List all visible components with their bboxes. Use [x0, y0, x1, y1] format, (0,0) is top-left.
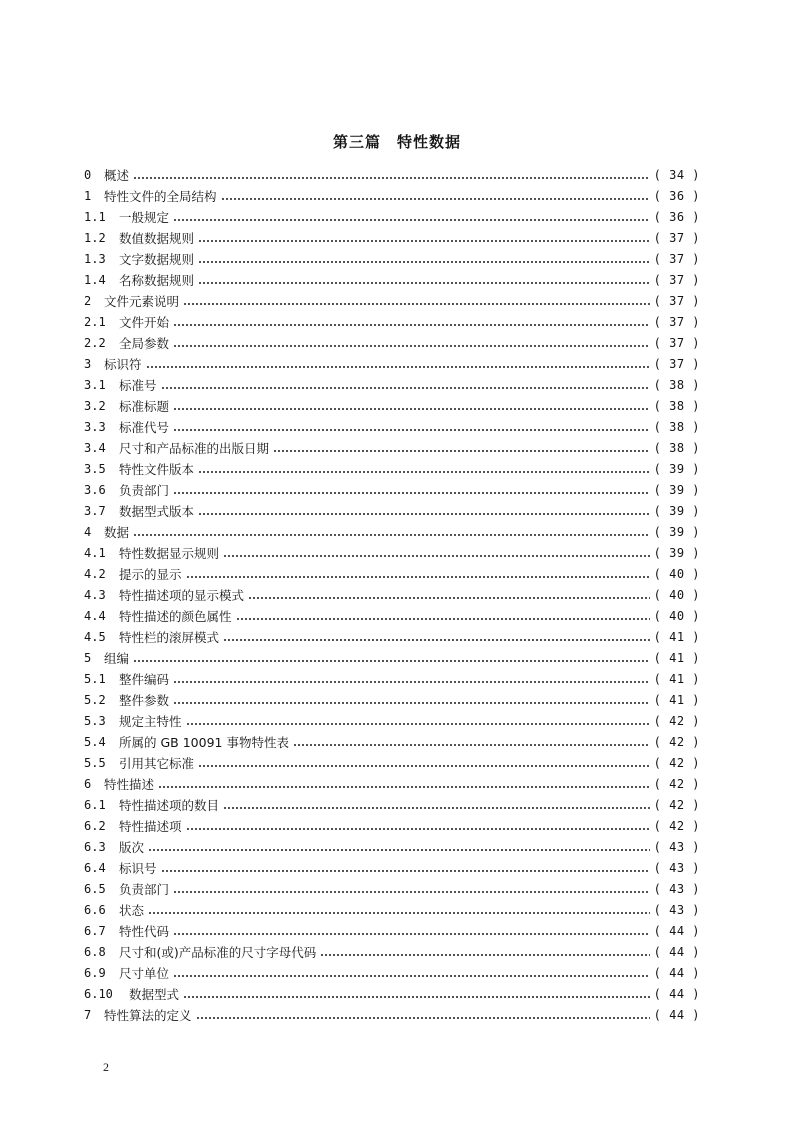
toc-entry: [84, 879, 700, 900]
dot-leader: [173, 324, 650, 326]
toc-entry: [84, 228, 700, 249]
toc-entry-page: ( 37 ): [653, 273, 700, 287]
toc-entry-number: 6.3: [84, 840, 106, 854]
dot-leader: [173, 408, 650, 410]
toc-entry-number: 6.8: [84, 945, 106, 959]
toc-entry-page: ( 37 ): [653, 357, 700, 371]
toc-entry-label: 标准代号: [119, 420, 170, 435]
toc-entry: [84, 795, 700, 816]
toc-entry-page: ( 38 ): [653, 378, 700, 392]
toc-entry-page: ( 36 ): [653, 210, 700, 224]
toc-entry: [84, 858, 700, 879]
toc-entry-number: 3.3: [84, 420, 106, 434]
toc-entry: [84, 291, 700, 312]
dot-leader: [148, 912, 650, 914]
toc-entry-label: 提示的显示: [119, 567, 182, 582]
dot-leader: [173, 702, 650, 704]
toc-entry-label: 文件元素说明: [104, 294, 180, 309]
dot-leader: [133, 660, 650, 662]
dot-leader: [273, 450, 650, 452]
dot-leader: [173, 219, 650, 221]
toc-entry-label: 规定主特性: [119, 714, 182, 729]
dot-leader: [173, 891, 650, 893]
dot-leader: [248, 597, 650, 599]
toc-entry: [84, 396, 700, 417]
dot-leader: [186, 723, 650, 725]
toc-entry-number: 6: [84, 777, 92, 791]
toc-entry-label: 特性数据显示规则: [119, 546, 220, 561]
toc-entry-number: 6.9: [84, 966, 106, 980]
toc-entry-number: 3.6: [84, 483, 106, 497]
toc-entry-label: 一般规定: [119, 210, 170, 225]
toc-entry-page: ( 37 ): [653, 231, 700, 245]
toc-entry-page: ( 39 ): [653, 504, 700, 518]
toc-entry-number: 3.2: [84, 399, 106, 413]
toc-entry-label: 所属的 GB 10091 事物特性表: [119, 735, 289, 750]
dot-leader: [186, 576, 650, 578]
toc-entry-page: ( 44 ): [653, 945, 700, 959]
dot-leader: [173, 933, 650, 935]
toc-entry-page: ( 41 ): [653, 672, 700, 686]
toc-entry-number: 5.5: [84, 756, 106, 770]
toc-entry-label: 状态: [119, 903, 145, 918]
toc-entry-page: ( 38 ): [653, 420, 700, 434]
toc-entry: [84, 627, 700, 648]
toc-entry-page: ( 37 ): [653, 294, 700, 308]
dot-leader: [183, 303, 650, 305]
toc-entry: [84, 1005, 700, 1026]
toc-entry-page: ( 34 ): [653, 168, 700, 182]
page-number: 2: [103, 1060, 109, 1074]
toc-entry: [84, 501, 700, 522]
toc-entry-label: 特性算法的定义: [104, 1008, 192, 1023]
toc-entry: [84, 921, 700, 942]
toc-entry: [84, 774, 700, 795]
dot-leader: [198, 261, 650, 263]
toc-entry: [84, 354, 700, 375]
toc-entry-number: 3.1: [84, 378, 106, 392]
toc-entry: [84, 333, 700, 354]
toc-entry: [84, 942, 700, 963]
dot-leader: [183, 996, 650, 998]
toc-entry-page: ( 41 ): [653, 630, 700, 644]
page-title: 第三篇 特性数据: [332, 133, 461, 151]
toc-entry-label: 特性栏的滚屏模式: [119, 630, 220, 645]
toc-entry: [84, 249, 700, 270]
dot-leader: [173, 429, 650, 431]
toc-entry-number: 1.2: [84, 231, 106, 245]
toc-entry-number: 2.1: [84, 315, 106, 329]
toc-entry: [84, 900, 700, 921]
toc-entry-label: 文字数据规则: [119, 252, 195, 267]
dot-leader: [198, 471, 650, 473]
dot-leader: [186, 828, 650, 830]
toc-entry-page: ( 43 ): [653, 861, 700, 875]
dot-leader: [173, 975, 650, 977]
toc-entry: [84, 648, 700, 669]
toc-entry: [84, 522, 700, 543]
toc-entry-page: ( 38 ): [653, 441, 700, 455]
toc-entry-number: 4.5: [84, 630, 106, 644]
dot-leader: [198, 765, 650, 767]
toc-entry-page: ( 41 ): [653, 651, 700, 665]
toc-entry: [84, 480, 700, 501]
toc-entry-page: ( 39 ): [653, 546, 700, 560]
toc-entry-page: ( 43 ): [653, 840, 700, 854]
toc-entry: [84, 165, 700, 186]
toc-entry: [84, 606, 700, 627]
toc-entry-number: 6.4: [84, 861, 106, 875]
toc-entry: [84, 753, 700, 774]
toc-entry-label: 数据型式: [129, 987, 180, 1002]
toc-entry-page: ( 44 ): [653, 987, 700, 1001]
toc-entry-label: 组编: [104, 651, 130, 666]
dot-leader: [320, 954, 649, 956]
dot-leader: [173, 681, 650, 683]
toc-entry-label: 特性描述: [104, 777, 155, 792]
toc-entry: [84, 585, 700, 606]
toc-entry: [84, 984, 700, 1005]
toc-entry-label: 数据型式版本: [119, 504, 195, 519]
toc-entry-label: 标识号: [119, 861, 157, 876]
toc-entry-label: 特性描述的颜色属性: [119, 609, 232, 624]
toc-entry-page: ( 44 ): [653, 924, 700, 938]
toc-entry-number: 4.4: [84, 609, 106, 623]
toc-entry-page: ( 39 ): [653, 525, 700, 539]
toc-entry: [84, 711, 700, 732]
dot-leader: [198, 240, 650, 242]
dot-leader: [146, 366, 650, 368]
toc-entry: [84, 732, 700, 753]
toc-entry-page: ( 42 ): [653, 798, 700, 812]
toc-entry: [84, 963, 700, 984]
dot-leader: [148, 849, 650, 851]
toc-entry-label: 特性文件版本: [119, 462, 195, 477]
table-of-contents: [84, 165, 700, 1026]
toc-entry-number: 6.2: [84, 819, 106, 833]
toc-entry-page: ( 36 ): [653, 189, 700, 203]
dot-leader: [293, 744, 650, 746]
toc-entry-number: 1.3: [84, 252, 106, 266]
toc-entry-page: ( 39 ): [653, 483, 700, 497]
toc-entry-page: ( 40 ): [653, 609, 700, 623]
toc-entry-number: 5: [84, 651, 92, 665]
toc-entry-label: 全局参数: [119, 336, 170, 351]
toc-entry-number: 4: [84, 525, 92, 539]
toc-entry-label: 特性代码: [119, 924, 170, 939]
toc-entry-label: 特性描述项的数目: [119, 798, 220, 813]
toc-entry-number: 3.5: [84, 462, 106, 476]
dot-leader: [198, 282, 650, 284]
dot-leader: [133, 177, 650, 179]
dot-leader: [158, 786, 650, 788]
toc-entry-label: 标准标题: [119, 399, 170, 414]
dot-leader: [223, 639, 650, 641]
toc-entry-number: 2.2: [84, 336, 106, 350]
toc-entry-label: 标识符: [104, 357, 142, 372]
toc-entry-label: 整件参数: [119, 693, 170, 708]
toc-entry-page: ( 44 ): [653, 1008, 700, 1022]
toc-entry-page: ( 41 ): [653, 693, 700, 707]
toc-entry-number: 3.7: [84, 504, 106, 518]
toc-entry-page: ( 42 ): [653, 756, 700, 770]
toc-entry-number: 3: [84, 357, 92, 371]
toc-entry: [84, 543, 700, 564]
toc-entry-page: ( 40 ): [653, 567, 700, 581]
toc-entry-number: 4.2: [84, 567, 106, 581]
toc-entry-page: ( 40 ): [653, 588, 700, 602]
toc-entry-number: 5.2: [84, 693, 106, 707]
dot-leader: [196, 1017, 650, 1019]
toc-entry-number: 4.3: [84, 588, 106, 602]
dot-leader: [133, 534, 650, 536]
toc-entry-number: 3.4: [84, 441, 106, 455]
toc-entry-page: ( 42 ): [653, 777, 700, 791]
toc-entry-page: ( 42 ): [653, 819, 700, 833]
dot-leader: [173, 345, 650, 347]
toc-entry: [84, 312, 700, 333]
toc-entry-label: 引用其它标准: [119, 756, 195, 771]
toc-entry-label: 名称数据规则: [119, 273, 195, 288]
toc-entry: [84, 690, 700, 711]
toc-entry-page: ( 38 ): [653, 399, 700, 413]
toc-entry-label: 概述: [104, 168, 130, 183]
toc-entry-label: 特性描述项: [119, 819, 182, 834]
toc-entry-number: 6.10: [84, 987, 113, 1001]
toc-entry-label: 数据: [104, 525, 130, 540]
toc-entry: [84, 459, 700, 480]
dot-leader: [173, 492, 650, 494]
dot-leader: [161, 870, 650, 872]
toc-entry-page: ( 43 ): [653, 882, 700, 896]
toc-entry-page: ( 37 ): [653, 252, 700, 266]
dot-leader: [223, 807, 650, 809]
toc-entry: [84, 270, 700, 291]
toc-entry: [84, 669, 700, 690]
toc-entry-number: 0: [84, 168, 92, 182]
toc-entry-number: 7: [84, 1008, 92, 1022]
toc-entry-number: 1.1: [84, 210, 106, 224]
dot-leader: [223, 555, 650, 557]
toc-entry-label: 特性描述项的显示模式: [119, 588, 245, 603]
toc-entry-label: 尺寸和(或)产品标准的尺寸字母代码: [119, 945, 317, 960]
toc-entry-number: 1: [84, 189, 92, 203]
toc-entry-page: ( 39 ): [653, 462, 700, 476]
toc-entry-number: 6.6: [84, 903, 106, 917]
toc-entry-number: 5.1: [84, 672, 106, 686]
toc-entry-page: ( 44 ): [653, 966, 700, 980]
toc-entry-label: 尺寸单位: [119, 966, 170, 981]
toc-entry-page: ( 37 ): [653, 315, 700, 329]
toc-entry: [84, 564, 700, 585]
toc-entry-label: 负责部门: [119, 483, 170, 498]
toc-entry: [84, 375, 700, 396]
toc-entry-page: ( 37 ): [653, 336, 700, 350]
toc-entry-label: 尺寸和产品标准的出版日期: [119, 441, 270, 456]
toc-entry-number: 6.5: [84, 882, 106, 896]
toc-entry-page: ( 42 ): [653, 714, 700, 728]
toc-entry-label: 标准号: [119, 378, 157, 393]
toc-entry-page: ( 43 ): [653, 903, 700, 917]
toc-entry: [84, 837, 700, 858]
toc-entry-label: 负责部门: [119, 882, 170, 897]
toc-entry: [84, 417, 700, 438]
toc-entry-label: 版次: [119, 840, 145, 855]
dot-leader: [198, 513, 650, 515]
toc-entry-number: 5.3: [84, 714, 106, 728]
toc-entry-number: 1.4: [84, 273, 106, 287]
toc-entry: [84, 438, 700, 459]
dot-leader: [221, 198, 650, 200]
toc-entry-page: ( 42 ): [653, 735, 700, 749]
toc-entry-label: 数值数据规则: [119, 231, 195, 246]
toc-entry-number: 6.1: [84, 798, 106, 812]
toc-entry-number: 4.1: [84, 546, 106, 560]
toc-entry: [84, 207, 700, 228]
toc-entry: [84, 186, 700, 207]
dot-leader: [161, 387, 650, 389]
toc-entry-label: 整件编码: [119, 672, 170, 687]
toc-entry-label: 文件开始: [119, 315, 170, 330]
dot-leader: [236, 618, 650, 620]
toc-entry: [84, 816, 700, 837]
toc-entry-label: 特性文件的全局结构: [104, 189, 217, 204]
toc-entry-number: 5.4: [84, 735, 106, 749]
toc-entry-number: 6.7: [84, 924, 106, 938]
toc-entry-number: 2: [84, 294, 92, 308]
